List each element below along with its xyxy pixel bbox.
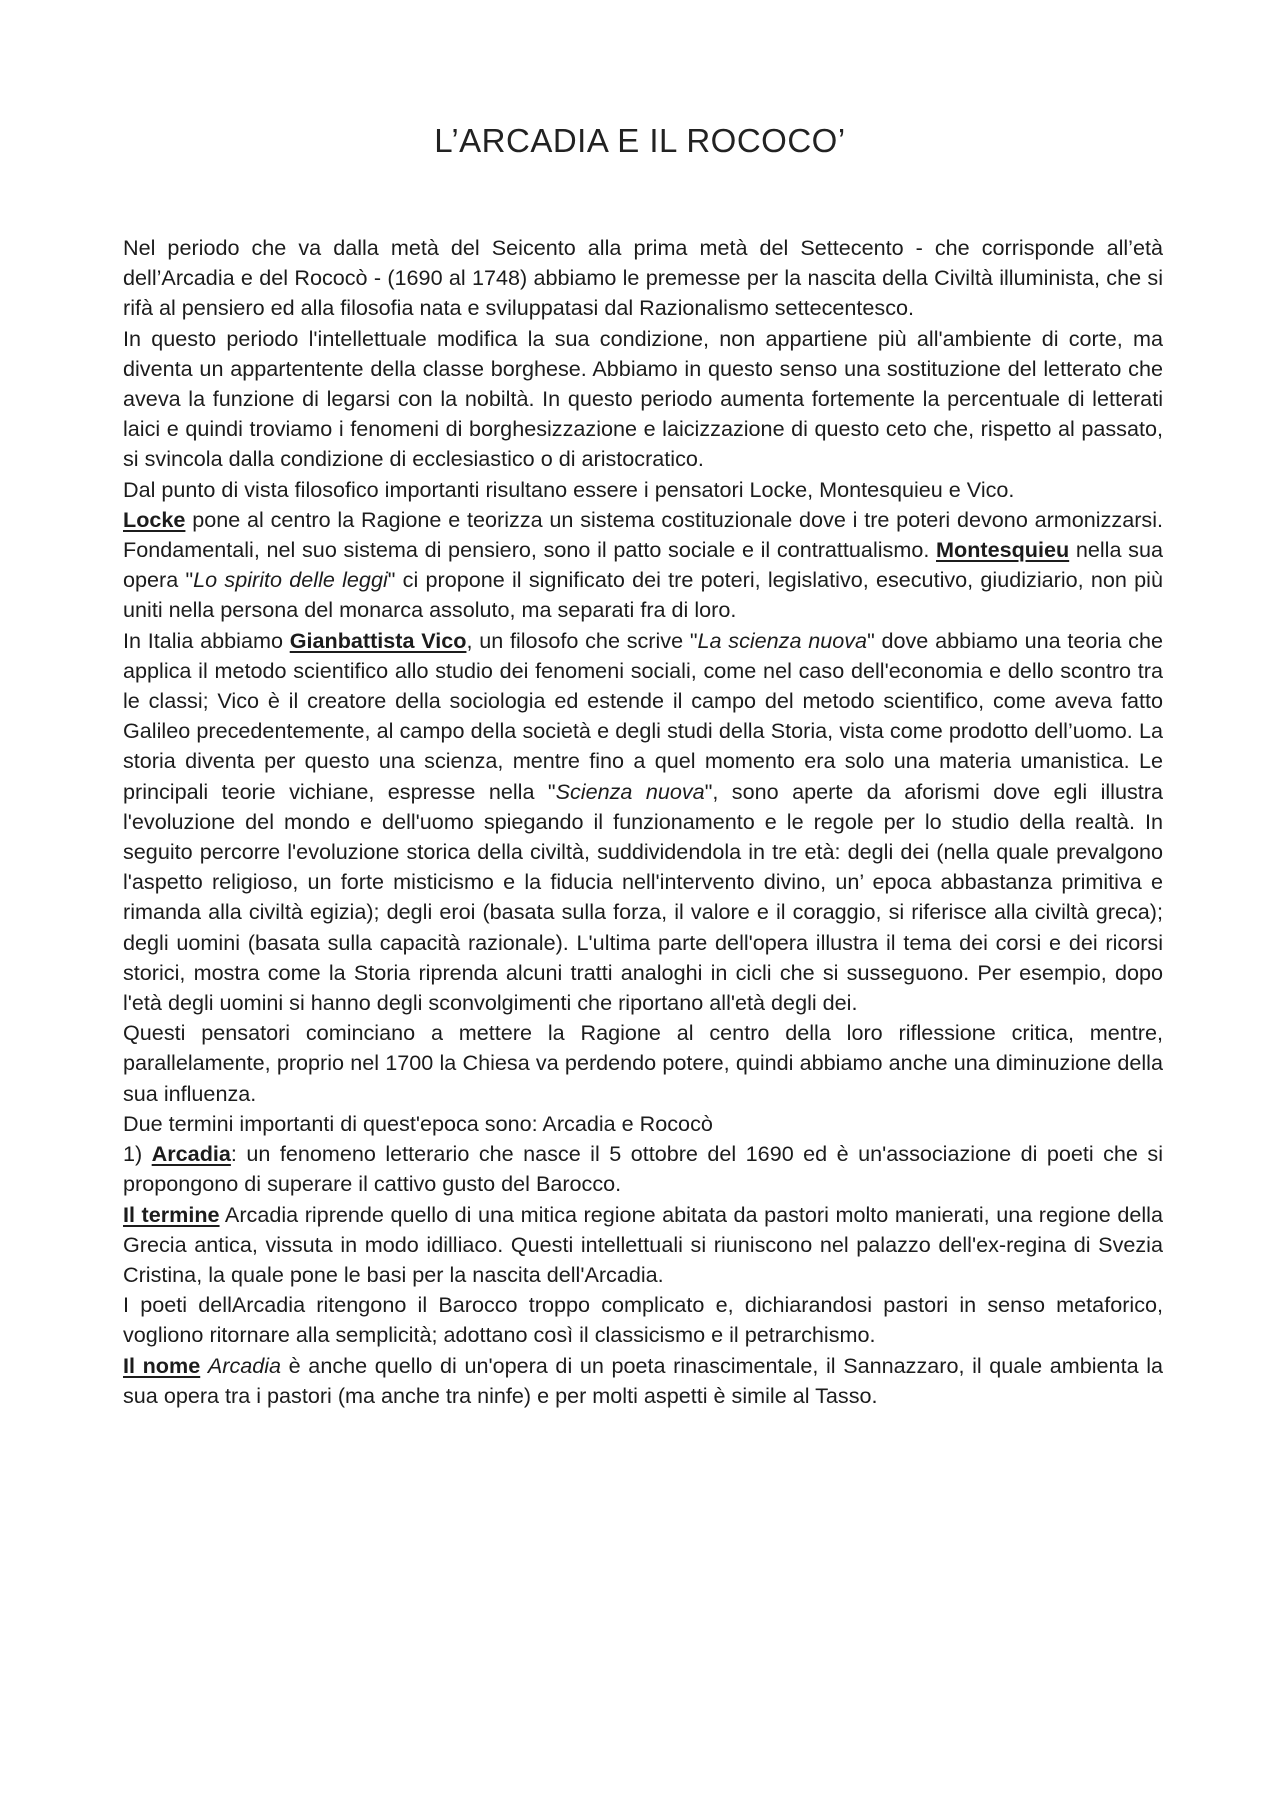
text-span: : un fenomeno letterario che nasce il 5 ottobre del 1690 ed è un'associazione di poeti che si propongono di superare il cattivo gusto del Barocco.	[123, 1141, 1163, 1197]
term-il-termine: Il termine	[123, 1201, 220, 1227]
paragraph-arcadia	[123, 1139, 1163, 1199]
text-span: nella sua opera "	[123, 537, 1163, 593]
page-title: L’ARCADIA E IL ROCOCO’	[434, 122, 846, 159]
term-vico: Gianbattista Vico	[289, 627, 467, 653]
paragraph-il-termine	[123, 1200, 1163, 1291]
term-il-nome: Il nome	[123, 1352, 201, 1378]
term-locke: Locke	[123, 506, 186, 532]
text-span: è anche quello di un'opera di un poeta rinascimentale, il Sannazzaro, il quale ambienta la sua opera tra i pastori (ma anche tra ninfe) e per molti aspetti è simile al Tasso.	[123, 1352, 1164, 1408]
text-span: pone al centro la Ragione e teorizza un sistema costituzionale dove i tre poteri devono armonizzarsi. Fondamentali, nel suo sistema di pensiero, sono il patto sociale e il contrattualismo.	[123, 506, 1163, 563]
text-span: , un filosofo che scrive "	[466, 627, 698, 653]
paragraph-termini: Due termini importanti di quest'epoca sono: Arcadia e Rococò	[123, 1110, 713, 1136]
paragraph-poeti: I poeti dellArcadia ritengono il Barocco troppo complicato e, dichiarandosi pastori in senso metaforico, vogliono ritornare alla semplicità; adottano così il classicismo e il petrarchismo.	[123, 1292, 1163, 1348]
paragraph-pensatori: Dal punto di vista filosofico importanti risultano essere i pensatori Locke, Montesquieu e Vico.	[123, 476, 1015, 502]
work-title: Arcadia	[207, 1352, 282, 1378]
term-montesquieu: Montesquieu	[936, 537, 1070, 563]
text-span: ", sono aperte da aforismi dove egli illustra l'evoluzione del mondo e dell'uomo spiegando il funzionamento e le regole per lo studio della realtà. In seguito percorre l'evoluzione storica della civiltà, suddividendola in tre età: degli dei (nella quale prevalgono l'aspetto religioso, un forte misticismo e la fiducia nell'intervento divino, un’ epoca abbastanza primitiva e rimanda alla civiltà egizia); degli eroi (basata sulla forza, il valore e il coraggio, si riferisce alla civiltà greca); degli uomini (basata sulla capacità razionale). L'ultima parte dell'opera illustra il tema dei corsi e dei ricorsi storici, mostra come la Storia riprenda alcuni tratti analoghi in cicli che si susseguono. Per esempio, dopo l'età degli uomini si hanno degli sconvolgimenti che riportano all'età degli dei.	[123, 778, 1163, 1016]
paragraph-intro: Nel periodo che va dalla metà del Seicento alla prima metà del Settecento - che corrisponde all’età dell’Arcadia e del Rococò - (1690 al 1748) abbiamo le premesse per la nascita della Civiltà illuminista, che si rifà al pensiero ed alla filosofia nata e sviluppatasi dal Razionalismo settecentesco.	[123, 235, 1163, 321]
work-title: Scienza nuova	[555, 778, 705, 804]
term-arcadia: Arcadia	[151, 1141, 231, 1167]
list-number: 1)	[123, 1141, 152, 1167]
work-title: La scienza nuova	[697, 627, 868, 653]
document-body	[123, 233, 1163, 1411]
paragraph-intellettuale: In questo periodo l'intellettuale modifica la sua condizione, non appartiene più all'ambiente di corte, ma diventa un appartentente della classe borghese. Abbiamo in questo senso una sostituzione del letterato che aveva la funzione di legarsi con la nobiltà. In questo periodo aumenta fortemente la percentuale di letterati laici e quindi troviamo i fenomeni di borghesizzazione e laicizzazione di questo ceto che, rispetto al passato, si svincola dalla condizione di ecclesiastico o di aristocratico.	[123, 325, 1163, 472]
paragraph-locke-montesquieu	[123, 505, 1163, 626]
paragraph-ragione: Questi pensatori cominciano a mettere la Ragione al centro della loro riflessione critica, mentre, parallelamente, proprio nel 1700 la Chiesa va perdendo potere, quindi abbiamo anche una diminuzione della sua influenza.	[123, 1020, 1163, 1106]
text-span: Arcadia riprende quello di una mitica regione abitata da pastori molto manierati, una regione della Grecia antica, vissuta in modo idilliaco. Questi intellettuali si riuniscono nel palazzo dell'ex-regina di Svezia Cristina, la quale pone le basi per la nascita dell'Arcadia.	[123, 1201, 1163, 1287]
paragraph-vico	[123, 626, 1163, 1019]
text-span: " dove abbiamo una teoria che applica il metodo scientifico allo studio dei fenomeni sociali, come nel caso dell'economia e dello scontro tra le classi; Vico è il creatore della sociologia ed estende il campo del metodo scientifico, come aveva fatto Galileo precedentemente, al campo della società e degli studi della Storia, vista come prodotto dell’uomo. La storia diventa per questo una scienza, mentre fino a quel momento era solo una materia umanistica. Le principali teorie vichiane, espresse nella "	[123, 627, 1163, 804]
paragraph-il-nome	[123, 1351, 1163, 1411]
text-span	[200, 1353, 208, 1378]
work-title: Lo spirito delle leggi	[193, 567, 388, 593]
text-span: " ci propone il significato dei tre poteri, legislativo, esecutivo, giudiziario, non più uniti nella persona del monarca assoluto, ma separati fra di loro.	[123, 567, 1163, 623]
text-span: In Italia abbiamo	[123, 627, 290, 653]
